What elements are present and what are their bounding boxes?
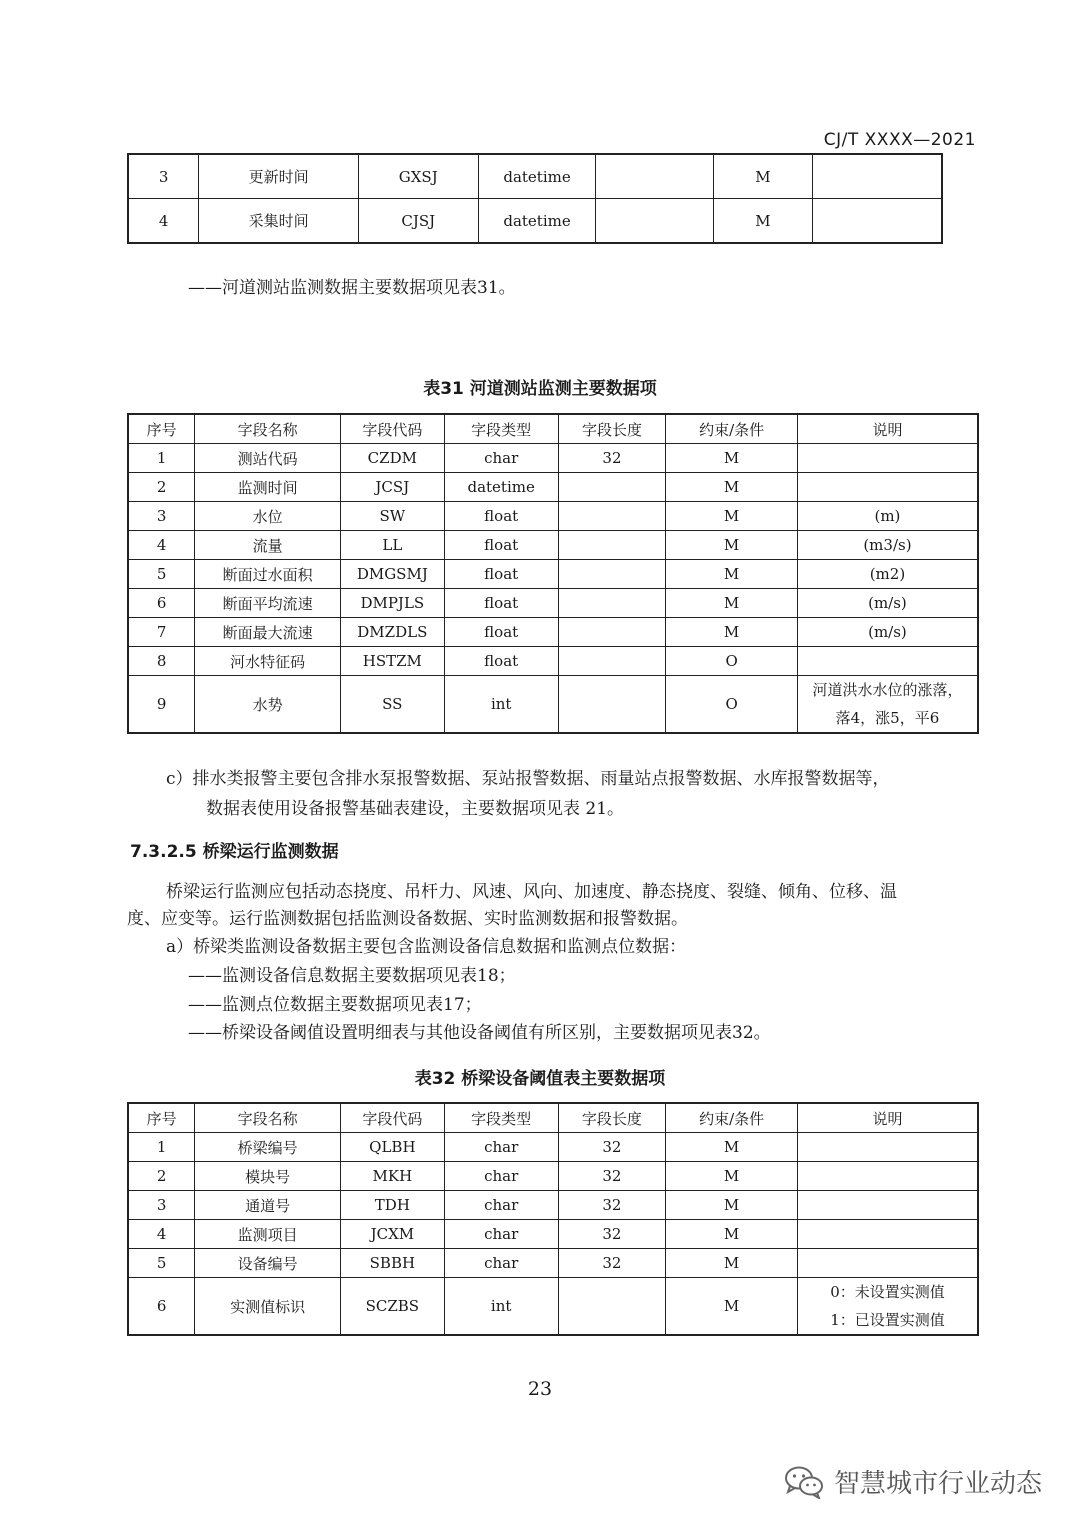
table-cell: 1 xyxy=(128,1133,195,1162)
table-row xyxy=(128,1191,978,1220)
note-line: 0：未设置实测值 xyxy=(830,1283,945,1301)
bridge-paragraph-line1: 桥梁运行监测应包括动态挠度、吊杆力、风速、风向、加速度、静态挠度、裂缝、倾角、位移、温 xyxy=(166,882,897,902)
table-cell: 更新时间 xyxy=(199,154,359,199)
dash-item-1: ——监测设备信息数据主要数据项见表18； xyxy=(188,966,516,986)
table-row xyxy=(128,676,978,734)
table-cell: HSTZM xyxy=(340,647,444,676)
table-cell: M xyxy=(666,1278,798,1336)
table-cell: M xyxy=(666,473,798,502)
table-cell xyxy=(558,647,666,676)
table-cell xyxy=(797,1191,978,1220)
table-cell: 32 xyxy=(558,1191,666,1220)
table-row xyxy=(128,199,942,244)
table-cell: QLBH xyxy=(340,1133,444,1162)
table-cell xyxy=(812,154,942,199)
table-cell: int xyxy=(444,1278,558,1336)
page-number: 23 xyxy=(527,1378,553,1400)
table-cell: 实测值标识 xyxy=(195,1278,341,1336)
table-cell: 32 xyxy=(558,1162,666,1191)
table-cell: 通道号 xyxy=(195,1191,341,1220)
table-cell: char xyxy=(444,1220,558,1249)
table-cell: 流量 xyxy=(195,531,341,560)
section-heading: 7.3.2.5 桥梁运行监测数据 xyxy=(130,842,339,862)
note-line: 河道洪水水位的涨落， xyxy=(812,681,963,699)
table-cell: 8 xyxy=(128,647,195,676)
table-cell: 4 xyxy=(128,1220,195,1249)
table-cell: 1 xyxy=(128,444,195,473)
table-row xyxy=(128,560,978,589)
table-cell: datetime xyxy=(478,154,596,199)
table-cell: O xyxy=(666,676,798,734)
table-cell: MKH xyxy=(340,1162,444,1191)
table-row xyxy=(128,473,978,502)
table-cell: DMZDLS xyxy=(340,618,444,647)
table-row xyxy=(128,444,978,473)
table-cell: 断面过水面积 xyxy=(195,560,341,589)
table-cell: M xyxy=(714,154,813,199)
table-cell: char xyxy=(444,1249,558,1278)
table-cell: M xyxy=(666,1220,798,1249)
table-cell: 5 xyxy=(128,560,195,589)
table-cell xyxy=(797,1220,978,1249)
table-cell: 水势 xyxy=(195,676,341,734)
table-cell: 河水特征码 xyxy=(195,647,341,676)
column-header: 字段代码 xyxy=(340,414,444,444)
table-cell: 水位 xyxy=(195,502,341,531)
table-cell: DMGSMJ xyxy=(340,560,444,589)
table-cell: M xyxy=(666,1191,798,1220)
table-cell: 32 xyxy=(558,1249,666,1278)
table-cell: 桥梁编号 xyxy=(195,1133,341,1162)
table-cell: char xyxy=(444,1162,558,1191)
table-cell xyxy=(797,1162,978,1191)
table-cell: SBBH xyxy=(340,1249,444,1278)
table-cell: 采集时间 xyxy=(199,199,359,244)
table-cell xyxy=(797,1133,978,1162)
column-header: 字段长度 xyxy=(558,414,666,444)
note-cell xyxy=(797,1278,978,1336)
dash-item-3: ——桥梁设备阈值设置明细表与其他设备阈值有所区别，主要数据项见表32。 xyxy=(188,1023,771,1043)
table-cell: O xyxy=(666,647,798,676)
table-cell xyxy=(812,199,942,244)
column-header: 说明 xyxy=(797,1103,978,1133)
dash-item-2: ——监测点位数据主要数据项见表17； xyxy=(188,995,482,1015)
table32-caption: 表32 桥梁设备阈值表主要数据项 xyxy=(414,1069,666,1089)
table-cell: 32 xyxy=(558,1133,666,1162)
paragraph-a: a）桥梁类监测设备数据主要包含监测设备信息数据和监测点位数据： xyxy=(166,937,687,957)
continuation-table xyxy=(127,153,943,244)
table-row xyxy=(128,647,978,676)
paragraph-c-line2: 数据表使用设备报警基础表建设，主要数据项见表 21。 xyxy=(206,799,625,819)
table-row xyxy=(128,154,942,199)
table31 xyxy=(127,413,979,734)
table-cell: JCXM xyxy=(340,1220,444,1249)
table-cell: int xyxy=(444,676,558,734)
table-cell: GXSJ xyxy=(358,154,478,199)
table-cell: (m) xyxy=(797,502,978,531)
table-cell: SCZBS xyxy=(340,1278,444,1336)
table-cell xyxy=(558,1278,666,1336)
table-cell xyxy=(558,618,666,647)
table-cell: (m2) xyxy=(797,560,978,589)
table-cell: LL xyxy=(340,531,444,560)
column-header: 字段名称 xyxy=(195,1103,341,1133)
table-cell: 32 xyxy=(558,1220,666,1249)
table31-reference: ——河道测站监测数据主要数据项见表31。 xyxy=(188,278,516,298)
table-cell: 监测项目 xyxy=(195,1220,341,1249)
table-cell: float xyxy=(444,618,558,647)
table-cell xyxy=(558,589,666,618)
column-header: 序号 xyxy=(128,414,195,444)
table-cell: 32 xyxy=(558,444,666,473)
table-cell: M xyxy=(666,589,798,618)
table-cell: M xyxy=(666,502,798,531)
table-cell: float xyxy=(444,647,558,676)
table-row xyxy=(128,1220,978,1249)
table-cell xyxy=(558,531,666,560)
column-header: 字段代码 xyxy=(340,1103,444,1133)
table-cell xyxy=(797,473,978,502)
table-cell: 4 xyxy=(128,199,199,244)
column-header: 序号 xyxy=(128,1103,195,1133)
table-cell xyxy=(596,199,714,244)
table-cell: datetime xyxy=(478,199,596,244)
table-cell: 3 xyxy=(128,502,195,531)
table-cell: char xyxy=(444,1133,558,1162)
table-row xyxy=(128,1278,978,1336)
table-cell: (m3/s) xyxy=(797,531,978,560)
note-line: 1：已设置实测值 xyxy=(830,1311,945,1329)
table-cell: CJSJ xyxy=(358,199,478,244)
table-row xyxy=(128,618,978,647)
table-cell: M xyxy=(666,444,798,473)
watermark xyxy=(784,1463,1042,1500)
standard-code: CJ/T XXXX—2021 xyxy=(823,130,976,150)
table-cell: char xyxy=(444,1191,558,1220)
table-cell: 2 xyxy=(128,473,195,502)
table-cell xyxy=(558,560,666,589)
table-cell: M xyxy=(666,618,798,647)
table31-header-row xyxy=(128,414,978,444)
table-cell: char xyxy=(444,444,558,473)
table-cell xyxy=(558,502,666,531)
table-row xyxy=(128,502,978,531)
table-cell: TDH xyxy=(340,1191,444,1220)
table-cell: float xyxy=(444,560,558,589)
table-cell: (m/s) xyxy=(797,618,978,647)
table-cell: 3 xyxy=(128,1191,195,1220)
table-cell: 9 xyxy=(128,676,195,734)
column-header: 字段长度 xyxy=(558,1103,666,1133)
table-cell: M xyxy=(666,560,798,589)
wechat-icon xyxy=(784,1465,824,1499)
table-cell: 断面平均流速 xyxy=(195,589,341,618)
paragraph-c-line1: c）排水类报警主要包含排水泵报警数据、泵站报警数据、雨量站点报警数据、水库报警数据等， xyxy=(166,769,890,789)
table-row xyxy=(128,531,978,560)
table-cell: SW xyxy=(340,502,444,531)
column-header: 约束/条件 xyxy=(666,414,798,444)
table-cell xyxy=(558,473,666,502)
table-cell xyxy=(558,676,666,734)
table-cell: M xyxy=(666,1162,798,1191)
table-cell: float xyxy=(444,531,558,560)
table-cell xyxy=(596,154,714,199)
table-cell: M xyxy=(666,531,798,560)
column-header: 字段类型 xyxy=(444,1103,558,1133)
watermark-text: 智慧城市行业动态 xyxy=(833,1469,1042,1499)
column-header: 说明 xyxy=(797,414,978,444)
table-cell xyxy=(797,1249,978,1278)
table-row xyxy=(128,1162,978,1191)
table-cell xyxy=(797,647,978,676)
table-cell: datetime xyxy=(444,473,558,502)
bridge-paragraph-line2: 度、应变等。运行监测数据包括监测设备数据、实时监测数据和报警数据。 xyxy=(127,909,688,929)
table-cell: 3 xyxy=(128,154,199,199)
note-line: 落4，涨5，平6 xyxy=(835,709,940,727)
table-cell: 模块号 xyxy=(195,1162,341,1191)
table-cell: 5 xyxy=(128,1249,195,1278)
table32 xyxy=(127,1102,979,1336)
table-cell: 测站代码 xyxy=(195,444,341,473)
column-header: 字段类型 xyxy=(444,414,558,444)
table-row xyxy=(128,589,978,618)
table-cell: M xyxy=(666,1133,798,1162)
table-cell: 监测时间 xyxy=(195,473,341,502)
table-cell: float xyxy=(444,502,558,531)
column-header: 约束/条件 xyxy=(666,1103,798,1133)
table-row xyxy=(128,1133,978,1162)
table-cell: (m/s) xyxy=(797,589,978,618)
table-cell: SS xyxy=(340,676,444,734)
table-cell: 7 xyxy=(128,618,195,647)
table-cell: M xyxy=(666,1249,798,1278)
table-cell: 6 xyxy=(128,589,195,618)
table-cell: 6 xyxy=(128,1278,195,1336)
note-cell xyxy=(797,676,978,734)
table32-header-row xyxy=(128,1103,978,1133)
table-cell: CZDM xyxy=(340,444,444,473)
table-cell: JCSJ xyxy=(340,473,444,502)
table31-caption: 表31 河道测站监测主要数据项 xyxy=(423,379,657,399)
table-cell: 4 xyxy=(128,531,195,560)
table-row xyxy=(128,1249,978,1278)
table-cell xyxy=(797,444,978,473)
table-cell: float xyxy=(444,589,558,618)
column-header: 字段名称 xyxy=(195,414,341,444)
table-cell: 2 xyxy=(128,1162,195,1191)
table-cell: 设备编号 xyxy=(195,1249,341,1278)
table-cell: M xyxy=(714,199,813,244)
table-cell: 断面最大流速 xyxy=(195,618,341,647)
table-cell: DMPJLS xyxy=(340,589,444,618)
